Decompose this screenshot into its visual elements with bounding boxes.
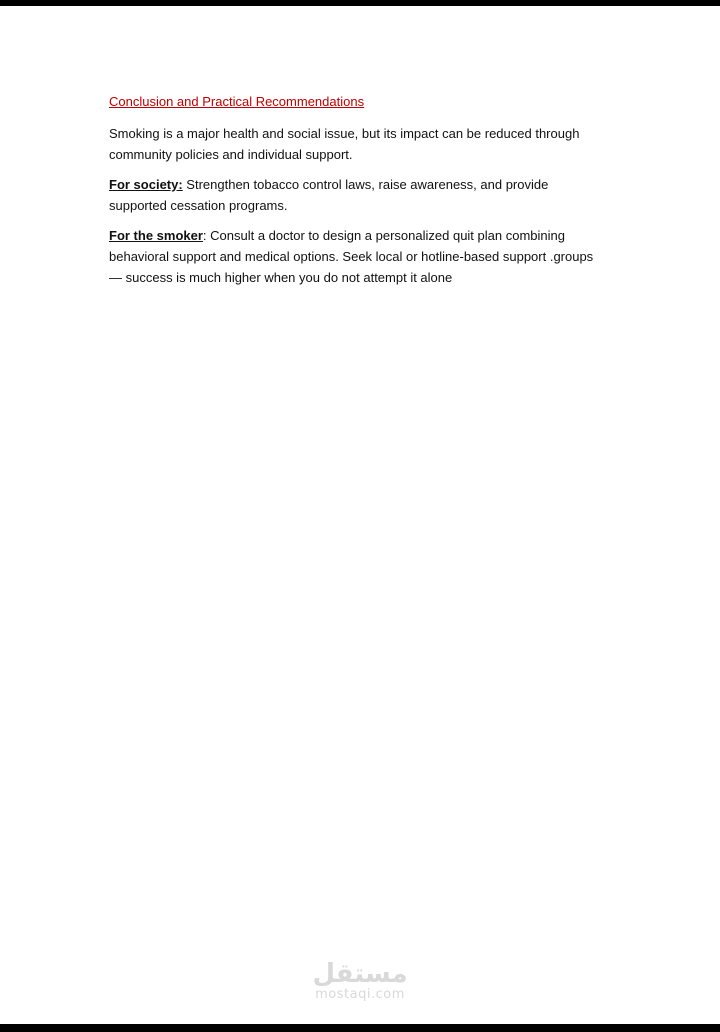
intro-paragraph: Smoking is a major health and social issue, but its impact can be reduced through community policies and individual support. — [109, 126, 580, 162]
society-text: Strengthen tobacco control laws, raise awareness, and provide supported cessation programs. — [109, 177, 549, 213]
bottom-border-bar — [0, 1024, 720, 1032]
smoker-label: For the smoker — [109, 228, 203, 243]
watermark-arabic: مستقل — [312, 959, 408, 989]
document-page — [109, 93, 609, 297]
top-border-bar — [0, 0, 720, 6]
society-recommendation — [109, 174, 609, 216]
smoker-text: : Consult a doctor to design a personalized quit plan combining behavioral support and medical options. Seek local or hotline-based support .groups — success is much higher when you do not attempt it alone — [109, 228, 594, 285]
society-label: For society: — [109, 177, 183, 192]
watermark-latin: mostaqi.com — [315, 987, 405, 1002]
smoker-recommendation — [109, 225, 609, 288]
mostaqi-watermark — [300, 960, 420, 1002]
section-heading: Conclusion and Practical Recommendations — [109, 94, 365, 109]
